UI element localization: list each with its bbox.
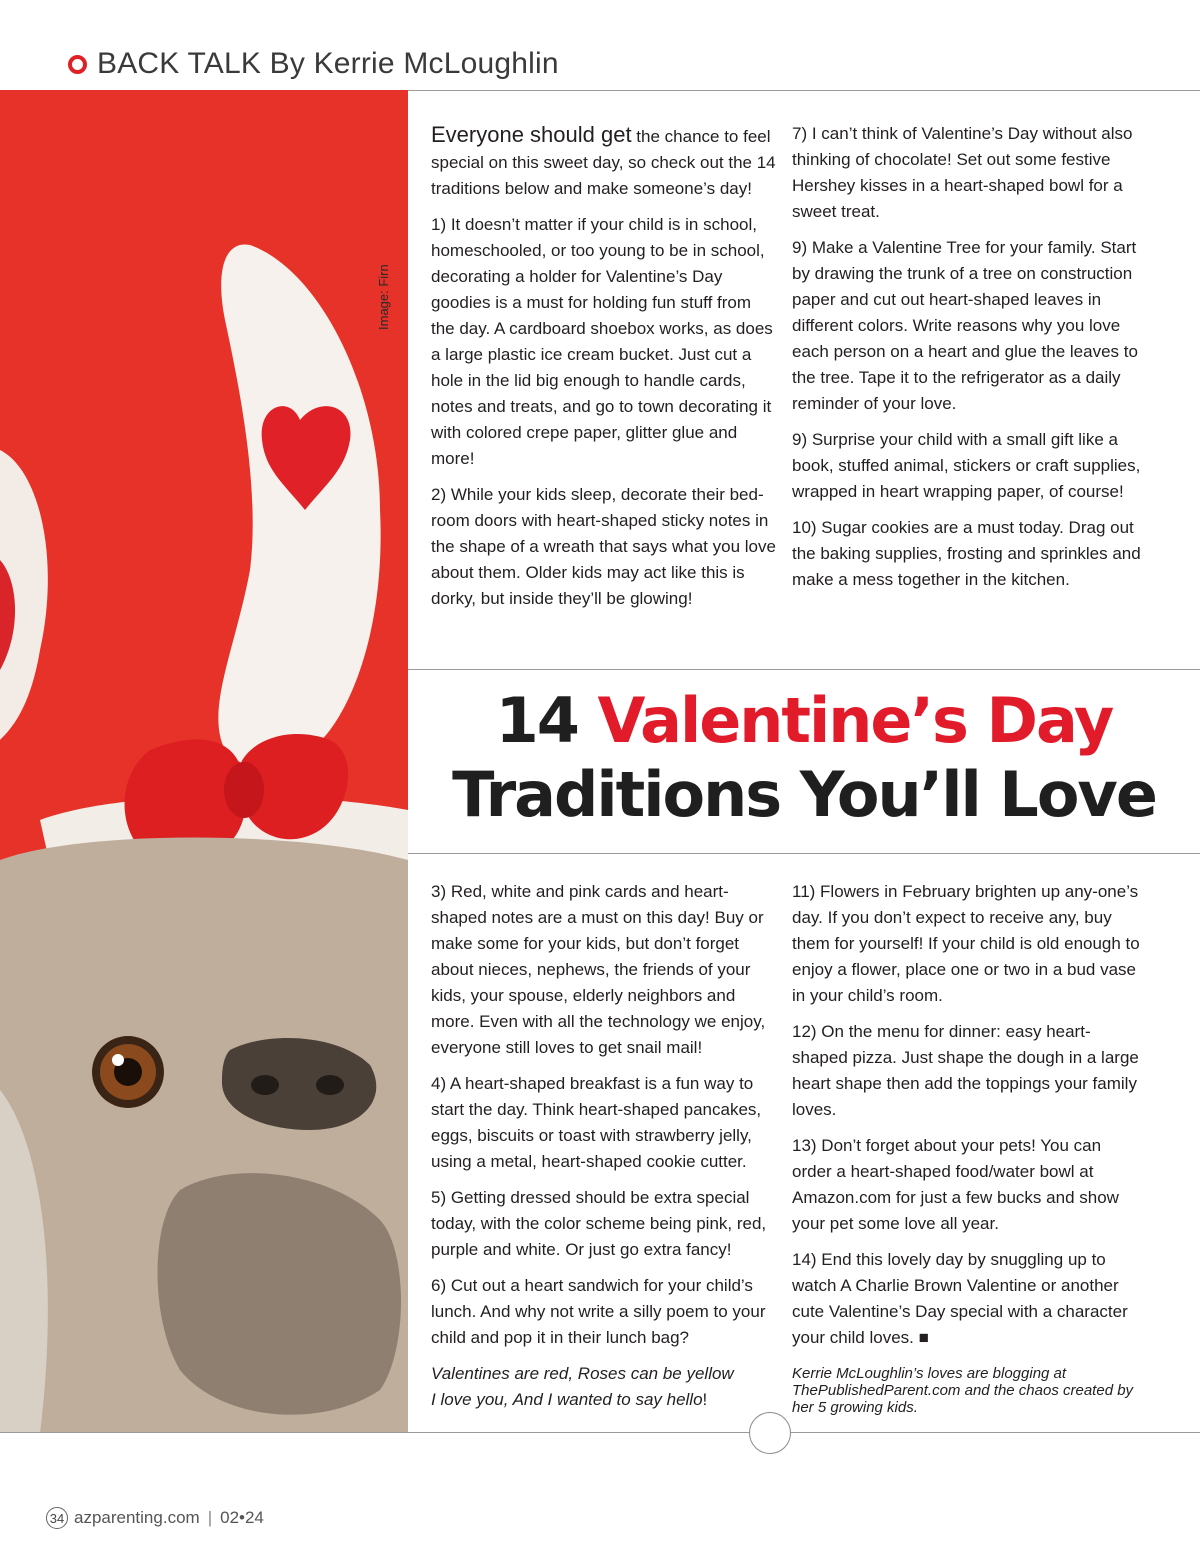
tradition-paragraph: 11) Flowers in February brighten up any-one’s day. If you don’t expect to receive any, buy them for yourself! If your child is old enough to enjoy a flower, place one or two in a bud vase in your child’s room.: [792, 882, 1140, 1005]
headline-bottom-rule: [408, 853, 1200, 854]
image-credit: Image: Firn: [376, 264, 391, 330]
issue-date: 02•24: [220, 1508, 264, 1527]
author-bio: Kerrie McLoughlin’s loves are blogging at ThePublishedParent.com and the chaos created by her 5 growing kids.: [792, 1365, 1134, 1416]
bottom-left-column: [431, 879, 776, 1423]
circle-ornament: [749, 1412, 791, 1454]
tradition-paragraph: 5) Getting dressed should be extra special today, with the color scheme being pink, red, purple and white. Or just go extra fancy!: [431, 1188, 767, 1259]
section-header: [68, 44, 559, 84]
tradition-paragraph: 10) Sugar cookies are a must today. Drag out the baking supplies, frosting and sprinkles and make a mess together in the kitchen.: [792, 518, 1141, 589]
section-title: BACK TALK By Kerrie McLoughlin: [97, 47, 559, 80]
lead-in: Everyone should get: [431, 122, 632, 147]
tradition-paragraph: 4) A heart-shaped breakfast is a fun way to start the day. Think heart-shaped pancakes, eggs, biscuits or toast with strawberry jelly, using a metal, heart-shaped cookie cutter.: [431, 1074, 762, 1171]
site-name: azparenting.com: [74, 1508, 200, 1527]
top-right-column: [792, 121, 1142, 603]
tradition-paragraph: 1) It doesn’t matter if your child is in school, homeschooled, or too young to be in school, decorating a holder for Valentine’s Day goodies is a must for holding fun stuff from the day. A cardboard shoebox works, as does a large plastic ice cream bucket. Just cut a hole in the lid big enough to handle cards, notes and treats, and go to town decorating it with colored crepe paper, glitter glue and more!: [431, 215, 773, 468]
tradition-paragraph: 7) I can’t think of Valentine’s Day without also thinking of chocolate! Set out some festive Hershey kisses in a heart-shaped bowl for a sweet treat.: [792, 124, 1133, 221]
intro-text: the chance to feel special on this sweet day, so check out the 14 traditions below and make someone’s day!: [431, 127, 776, 198]
intro-paragraph: [431, 122, 776, 202]
poem-end: !: [702, 1390, 708, 1409]
footer-rule: [0, 1432, 1200, 1433]
poem-line-1: Valentines are red, Roses can be yellow: [431, 1364, 734, 1383]
page-number: 34: [46, 1507, 68, 1529]
page-footer: [46, 1507, 264, 1529]
tradition-paragraph: 13) Don’t forget about your pets! You can order a heart-shaped food/water bowl at Amazon.com for just a few bucks and show your pet some love all year.: [792, 1136, 1119, 1233]
poem-line-2: I love you, And I wanted to say hello: [431, 1390, 703, 1409]
top-left-column: [431, 122, 776, 622]
tradition-paragraph: 9) Make a Valentine Tree for your family. Start by drawing the trunk of a tree on construction paper and cut out heart-shaped leaves in different colors. Write reasons why you love each person on a heart and glue the leaves to the tree. Tape it to the refrigerator as a daily reminder of your love.: [792, 238, 1138, 413]
page-title: [408, 684, 1200, 832]
tradition-paragraph: 6) Cut out a heart sandwich for your child’s lunch. And why not write a silly poem to your child and pop it in their lunch bag?: [431, 1276, 766, 1347]
tradition-paragraph: 3) Red, white and pink cards and heart-shaped notes are a must on this day! Buy or make some for your kids, but don’t forget about nieces, nephews, the friends of your kids, your spouse, elderly neighbors and more. Even with all the technology we enjoy, everyone still loves to get snail mail!: [431, 882, 766, 1057]
dog-photo: [0, 90, 408, 1433]
tradition-paragraph: 12) On the menu for dinner: easy heart-shaped pizza. Just shape the dough in a large heart shape then add the toppings your family loves.: [792, 1022, 1139, 1119]
circle-bullet-icon: [68, 55, 87, 74]
tradition-paragraph: 14) End this lovely day by snuggling up to watch A Charlie Brown Valentine or another cute Valentine’s Day special with a character your child loves. ■: [792, 1250, 1128, 1347]
bottom-right-column: [792, 879, 1142, 1426]
footer-separator: |: [207, 1508, 213, 1527]
tradition-paragraph: 9) Surprise your child with a small gift like a book, stuffed animal, stickers or craft supplies, wrapped in heart wrapping paper, of course!: [792, 430, 1141, 501]
poem: [431, 1361, 776, 1413]
headline-top-rule: [408, 669, 1200, 670]
title-red-text: Valentine’s Day: [597, 684, 1113, 757]
tradition-paragraph: 2) While your kids sleep, decorate their bed-room doors with heart-shaped sticky notes in the shape of a wreath that says what you love about them. Older kids may act like this is dorky, but inside they’ll be glowing!: [431, 485, 776, 608]
title-number: 14: [495, 684, 578, 757]
title-line-2: Traditions You’ll Love: [452, 758, 1156, 831]
